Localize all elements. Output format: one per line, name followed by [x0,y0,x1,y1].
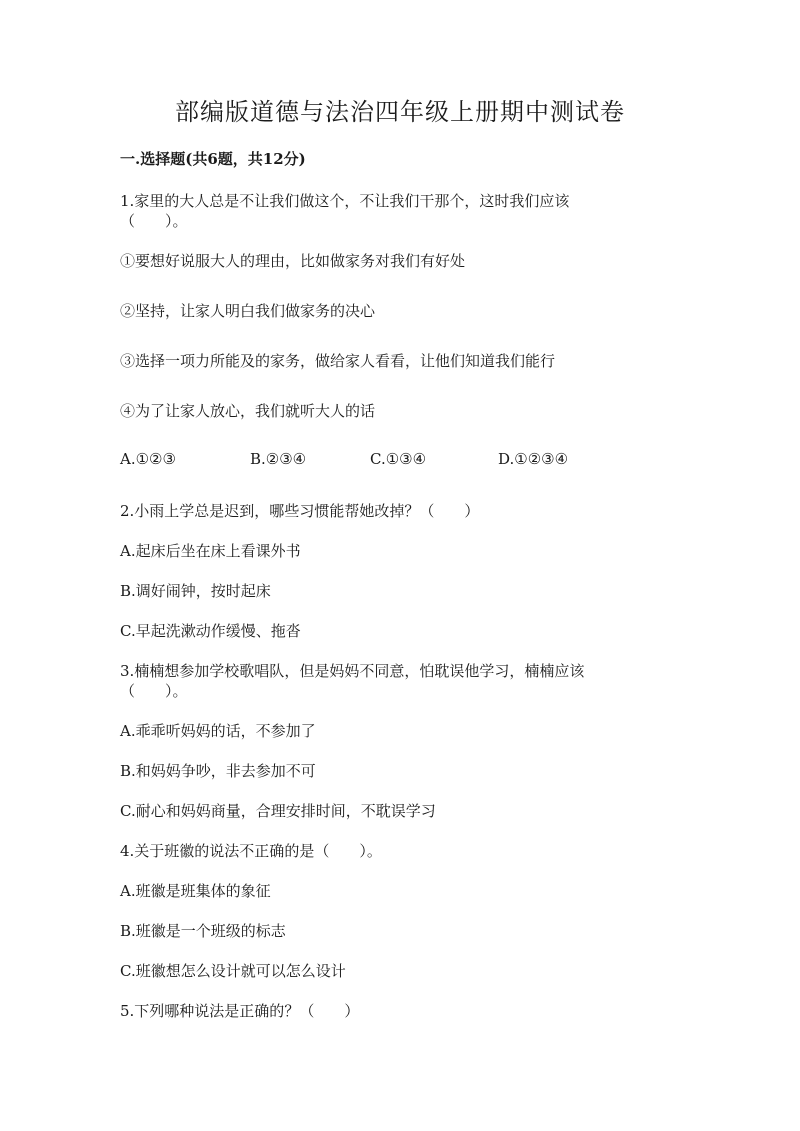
q1-stem-line2: （ ）。 [120,212,188,230]
q1-statement-2: ②坚持，让家人明白我们做家务的决心 [120,302,376,320]
section-heading-multiple-choice: 一.选择题(共6题，共12分) [120,150,306,168]
q1-statement-1: ①要想好说服大人的理由，比如做家务对我们有好处 [120,252,466,270]
q2-choice-c: C.早起洗漱动作缓慢、拖沓 [120,622,301,640]
q3-choice-b: B.和妈妈争吵，非去参加不可 [120,762,316,780]
q1-choice-d: D.①②③④ [498,450,569,468]
q3-choice-c: C.耐心和妈妈商量，合理安排时间，不耽误学习 [120,802,436,820]
q3-stem-line2: （ ）。 [120,682,188,700]
q4-choice-c: C.班徽想怎么设计就可以怎么设计 [120,962,346,980]
exam-title: 部编版道德与法治四年级上册期中测试卷 [175,98,625,126]
q1-statement-4: ④为了让家人放心，我们就听大人的话 [120,402,376,420]
q3-choice-a: A.乖乖听妈妈的话，不参加了 [120,722,316,740]
q4-choice-b: B.班徽是一个班级的标志 [120,922,286,940]
q5-stem: 5.下列哪种说法是正确的？（ ） [120,1002,360,1020]
q1-choice-a: A.①②③ [120,450,176,468]
q2-stem: 2.小雨上学总是迟到，哪些习惯能帮她改掉？（ ） [120,502,480,520]
q1-stem-line1: 1.家里的大人总是不让我们做这个，不让我们干那个，这时我们应该 [120,192,570,210]
q2-choice-a: A.起床后坐在床上看课外书 [120,542,301,560]
q1-statement-3: ③选择一项力所能及的家务，做给家人看看，让他们知道我们能行 [120,352,556,370]
q4-choice-a: A.班徽是班集体的象征 [120,882,271,900]
q1-choice-c: C.①③④ [370,450,427,468]
q1-choice-b: B.②③④ [250,450,307,468]
q2-choice-b: B.调好闹钟，按时起床 [120,582,271,600]
q3-stem-line1: 3.楠楠想参加学校歌唱队，但是妈妈不同意，怕耽误他学习，楠楠应该 [120,662,585,680]
q1-choices-row [120,450,680,472]
q4-stem: 4.关于班徽的说法不正确的是（ ）。 [120,842,382,860]
